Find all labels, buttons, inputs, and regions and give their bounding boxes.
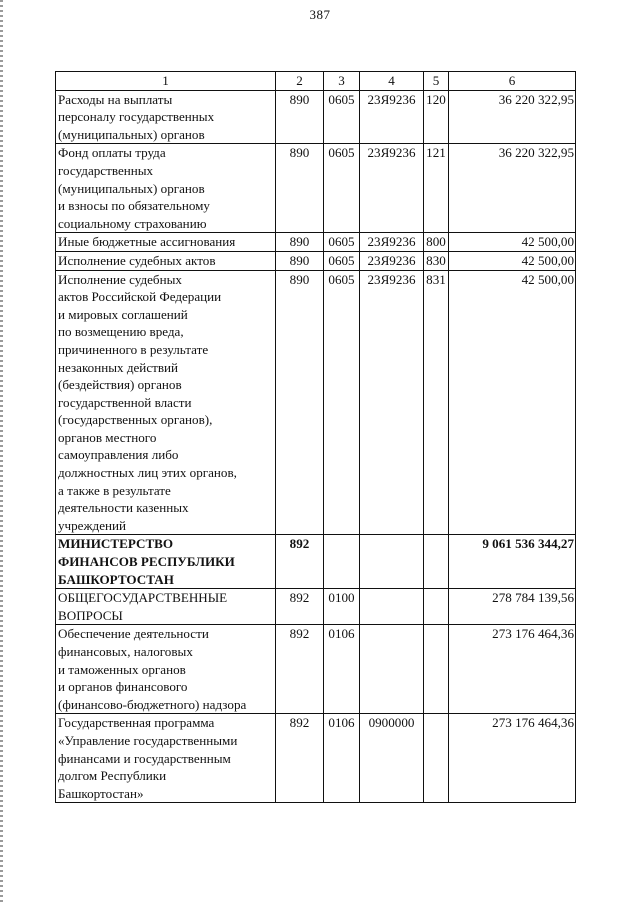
row-name-line: МИНИСТЕРСТВО xyxy=(58,536,174,552)
row-name-line: и мировых соглашений xyxy=(58,306,188,322)
table-row xyxy=(56,251,576,270)
table-row xyxy=(56,270,576,535)
column-header: 2 xyxy=(276,72,324,91)
row-name-line: и взносы по обязательному xyxy=(58,198,210,214)
row-name-line: должностных лиц этих органов, xyxy=(58,465,237,481)
code-2-cell: 890 xyxy=(276,233,324,252)
code-2-cell: 892 xyxy=(276,535,324,589)
column-header: 6 xyxy=(449,72,576,91)
row-name-line: органов местного xyxy=(58,429,157,445)
amount-cell: 36 220 322,95 xyxy=(449,144,576,233)
code-3-cell: 0605 xyxy=(324,251,360,270)
code-5-cell: 120 xyxy=(424,90,449,144)
row-name-line: «Управление государственными xyxy=(58,732,238,748)
row-name-line: и органов финансового xyxy=(58,679,188,695)
table-body xyxy=(56,90,576,803)
code-5-cell xyxy=(424,589,449,625)
code-3-cell: 0605 xyxy=(324,144,360,233)
row-name-line: ВОПРОСЫ xyxy=(58,607,123,623)
row-name-line: ОБЩЕГОСУДАРСТВЕННЫЕ xyxy=(58,590,228,606)
row-name-line: социальному страхованию xyxy=(58,215,207,231)
row-name-line: деятельности казенных xyxy=(58,500,189,516)
code-5-cell xyxy=(424,535,449,589)
row-name-line: государственных xyxy=(58,162,154,178)
row-name-line: незаконных действий xyxy=(58,359,179,375)
row-name-line: актов Российской Федерации xyxy=(58,289,222,305)
row-name-cell xyxy=(56,251,276,270)
code-5-cell xyxy=(424,714,449,803)
row-name-line: Обеспечение деятельности xyxy=(58,626,209,642)
row-name-line: Исполнение судебных актов xyxy=(58,252,216,268)
code-3-cell: 0605 xyxy=(324,233,360,252)
row-name-line: БАШКОРТОСТАН xyxy=(58,571,174,587)
row-name-cell xyxy=(56,144,276,233)
amount-cell: 278 784 139,56 xyxy=(449,589,576,625)
row-name-line: (муниципальных) органов xyxy=(58,126,205,142)
row-name-cell xyxy=(56,625,276,714)
code-3-cell: 0106 xyxy=(324,714,360,803)
row-name-line: (финансово-бюджетного) надзора xyxy=(58,696,247,712)
row-name-line: Государственная программа xyxy=(58,715,215,731)
row-name-line: а также в результате xyxy=(58,482,171,498)
code-3-cell: 0106 xyxy=(324,625,360,714)
code-4-cell: 23Я9236 xyxy=(360,251,424,270)
code-2-cell: 890 xyxy=(276,90,324,144)
code-4-cell: 23Я9236 xyxy=(360,270,424,535)
row-name-line: Исполнение судебных xyxy=(58,271,182,287)
amount-cell: 273 176 464,36 xyxy=(449,625,576,714)
row-name-line: и таможенных органов xyxy=(58,661,186,677)
table-row xyxy=(56,535,576,589)
table-row xyxy=(56,714,576,803)
amount-cell: 9 061 536 344,27 xyxy=(449,535,576,589)
budget-table xyxy=(55,71,576,803)
amount-cell: 42 500,00 xyxy=(449,233,576,252)
row-name-cell xyxy=(56,270,276,535)
column-header: 1 xyxy=(56,72,276,91)
table-row xyxy=(56,90,576,144)
code-4-cell: 23Я9236 xyxy=(360,233,424,252)
amount-cell: 36 220 322,95 xyxy=(449,90,576,144)
code-4-cell xyxy=(360,535,424,589)
code-4-cell: 23Я9236 xyxy=(360,144,424,233)
code-5-cell: 800 xyxy=(424,233,449,252)
row-name-cell xyxy=(56,714,276,803)
code-4-cell: 23Я9236 xyxy=(360,90,424,144)
row-name-line: долгом Республики xyxy=(58,768,167,784)
code-5-cell: 121 xyxy=(424,144,449,233)
code-2-cell: 890 xyxy=(276,144,324,233)
code-3-cell: 0605 xyxy=(324,270,360,535)
code-5-cell: 830 xyxy=(424,251,449,270)
column-header: 5 xyxy=(424,72,449,91)
row-name-line: финансовых, налоговых xyxy=(58,644,193,659)
row-name-line: Фонд оплаты труда xyxy=(58,145,166,161)
row-name-line: ФИНАНСОВ РЕСПУБЛИКИ xyxy=(58,554,235,570)
row-name-line: (государственных органов), xyxy=(58,412,213,428)
row-name-line: самоуправления либо xyxy=(58,447,179,463)
code-2-cell: 892 xyxy=(276,589,324,625)
table-row xyxy=(56,625,576,714)
code-4-cell: 0900000 xyxy=(360,714,424,803)
amount-cell: 273 176 464,36 xyxy=(449,714,576,803)
code-3-cell xyxy=(324,535,360,589)
table-row xyxy=(56,233,576,252)
code-2-cell: 890 xyxy=(276,251,324,270)
table-row xyxy=(56,144,576,233)
row-name-line: финансами и государственным xyxy=(58,750,231,766)
row-name-line: (бездействия) органов xyxy=(58,377,182,393)
row-name-cell xyxy=(56,90,276,144)
row-name-line: (муниципальных) органов xyxy=(58,180,205,196)
row-name-line: по возмещению вреда, xyxy=(58,324,184,340)
row-name-cell xyxy=(56,589,276,625)
column-header: 4 xyxy=(360,72,424,91)
table-row xyxy=(56,589,576,625)
amount-cell: 42 500,00 xyxy=(449,251,576,270)
code-4-cell xyxy=(360,625,424,714)
code-3-cell: 0605 xyxy=(324,90,360,144)
row-name-cell xyxy=(56,233,276,252)
code-5-cell: 831 xyxy=(424,270,449,535)
code-3-cell: 0100 xyxy=(324,589,360,625)
code-2-cell: 892 xyxy=(276,714,324,803)
code-2-cell: 890 xyxy=(276,270,324,535)
row-name-line: учреждений xyxy=(58,517,127,533)
scan-left-edge xyxy=(0,0,3,905)
page-number: 387 xyxy=(309,7,331,22)
code-5-cell xyxy=(424,625,449,714)
row-name-line: Иные бюджетные ассигнования xyxy=(58,234,236,250)
row-name-cell xyxy=(56,535,276,589)
row-name-line: причиненного в результате xyxy=(58,341,209,357)
row-name-line: государственной власти xyxy=(58,394,192,410)
row-name-line: Расходы на выплаты xyxy=(58,91,173,107)
row-name-line: Башкортостан» xyxy=(58,785,144,801)
amount-cell: 42 500,00 xyxy=(449,270,576,535)
table-header-row xyxy=(56,72,576,91)
column-header: 3 xyxy=(324,72,360,91)
code-4-cell xyxy=(360,589,424,625)
code-2-cell: 892 xyxy=(276,625,324,714)
row-name-line: персоналу государственных xyxy=(58,109,215,125)
